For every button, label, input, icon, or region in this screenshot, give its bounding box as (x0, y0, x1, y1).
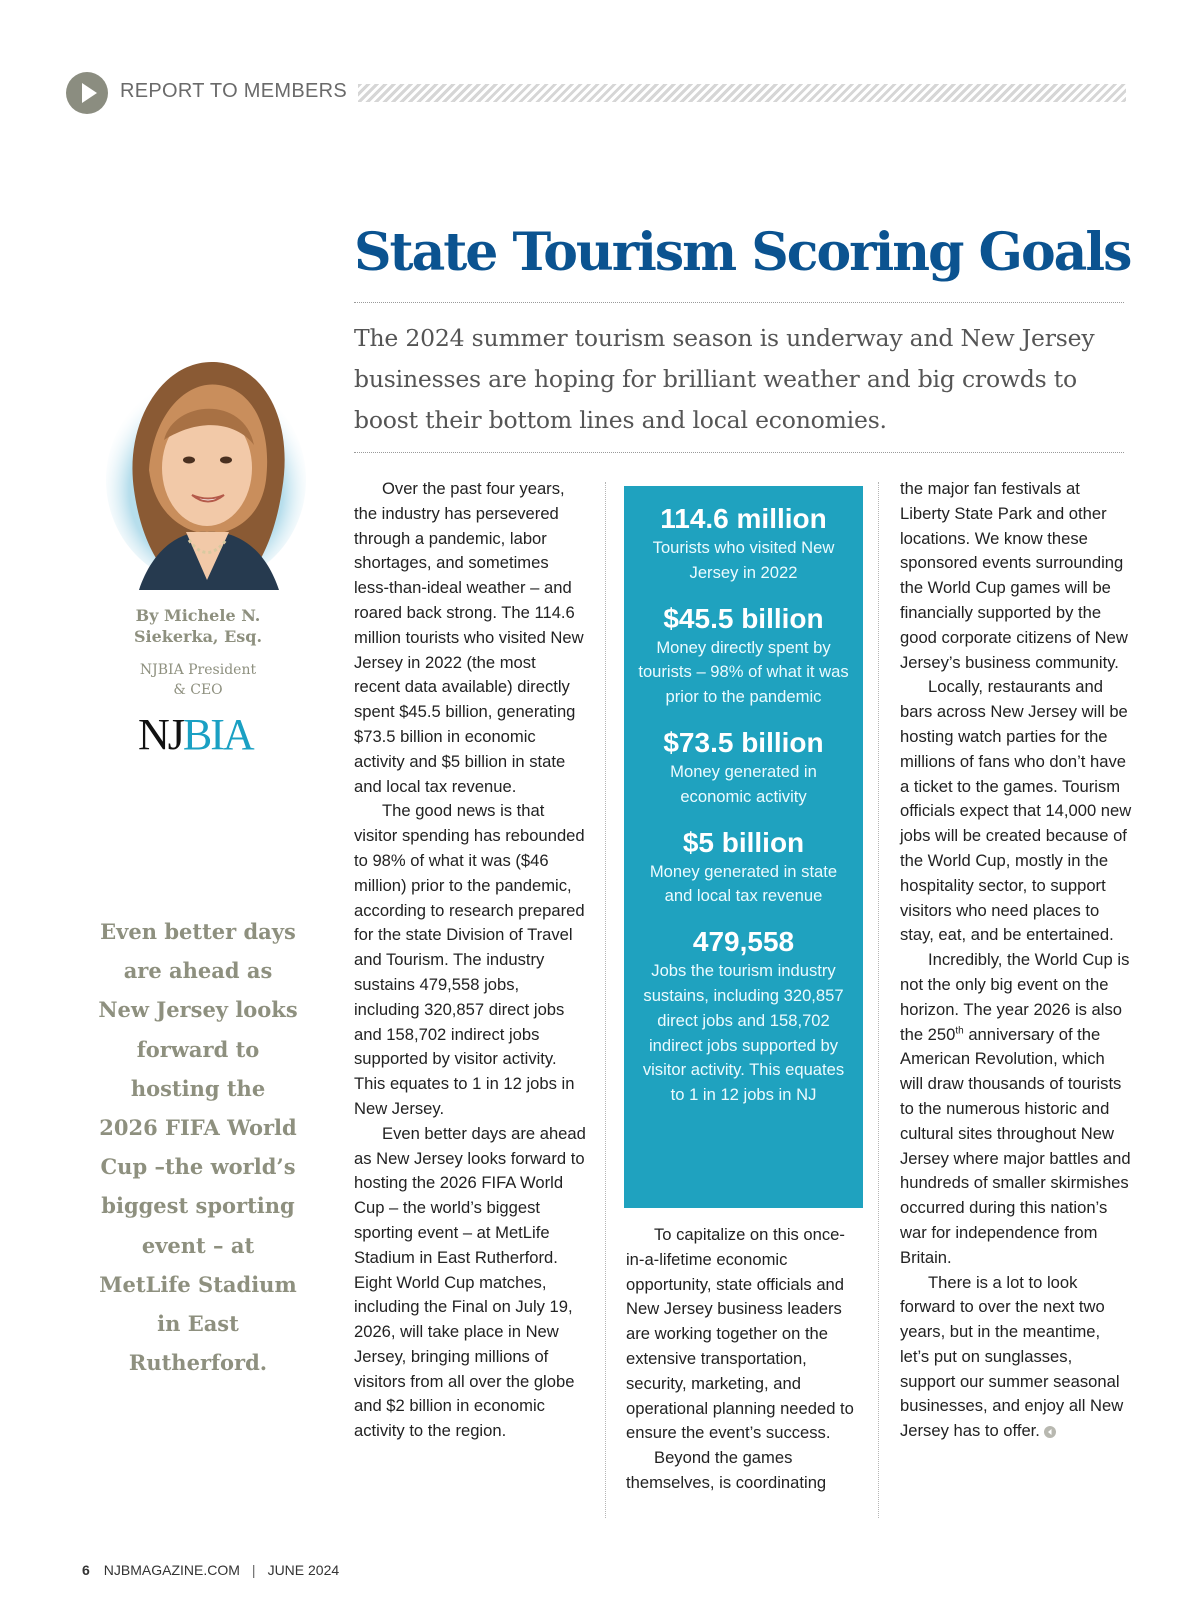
stat-description: Money directly spent by tourists – 98% of what it was prior to the pandemic (638, 637, 849, 707)
title-divider (354, 302, 1124, 303)
stat-description: Jobs the tourism industry sustains, including 320,857 direct jobs and 158,702 indirect jobs supported by visitor activity. This equates to 1 in 12 jobs in NJ (642, 961, 845, 1105)
body-paragraph (900, 1271, 1132, 1445)
article-deck: The 2024 summer tourism season is underway and New Jersey businesses are hoping for brilliant weather and big crowds to boost their bottom lines and local economies. (354, 324, 1095, 434)
stat-item (624, 925, 863, 1108)
njbia-logo (138, 710, 253, 760)
stat-value: $73.5 billion (663, 726, 824, 758)
stat-description: Tourists who visited New Jersey in 2022 (652, 538, 835, 582)
footer-issue: JUNE 2024 (267, 1562, 340, 1578)
stat-item (624, 602, 863, 710)
deck-divider (354, 452, 1124, 453)
body-paragraph: Over the past four years, the industry has persevered through a pandemic, labor shortages, and sometimes less-than-ideal weather – and roared back strong. The 114.6 million tourists who visited New Jersey in 2022 (the most recent data available) directly spent $45.5 billion, generating $73.5 billion in economic activity and $5 billion in state and local tax revenue. (354, 479, 584, 796)
text-run: anniversary of the American Revolution, which will draw thousands of tourists to the numerous historic and cultural sites throughout New Jersey where major battles and hundreds of smaller skirmishes occurred during this nation’s war for independence from Britain. (900, 1024, 1131, 1267)
page-footer (82, 1562, 339, 1578)
body-paragraph: Beyond the games themselves, is coordinating (626, 1448, 827, 1492)
column-divider (878, 482, 879, 1518)
section-label: REPORT TO MEMBERS (120, 80, 348, 102)
body-column-3 (900, 477, 1132, 1444)
logo-bia: BIA (182, 710, 253, 759)
stat-value: 114.6 million (660, 503, 827, 534)
play-arrow-icon (66, 72, 108, 114)
column-divider (605, 482, 606, 1518)
author-portrait (94, 340, 309, 590)
stats-box (624, 486, 863, 1208)
body-paragraph: Even better days are ahead as New Jersey looks forward to hosting the 2026 FIFA World Cup – the world’s biggest sporting event – at MetLife Stadium in East Rutherford. Eight World Cup matches, including the Final on July 19, 2026, will take place in New Jersey, bringing millions of visitors from all over the globe and $2 billion in economic activity to the region. (354, 1123, 586, 1441)
stat-value: $5 billion (682, 826, 805, 858)
stat-description: Money generated in state and local tax revenue (649, 861, 838, 906)
page-number: 6 (82, 1562, 90, 1578)
body-paragraph: the major fan festivals at Liberty State Park and other locations. We know these sponsored events surrounding the World Cup games will be financially supported by the good corporate citizens of New Jersey’s business community. (900, 479, 1128, 672)
superscript: th (955, 1025, 964, 1036)
body-paragraph: The good news is that visitor spending has rebounded to 98% of what it was ($46 million) prior to the pandemic, according to research prepared for the state Division of Travel and Tourism. The industry sustains 479,558 jobs, including 320,857 direct jobs and 158,702 indirect jobs supported by visitor activity. This equates to 1 in 12 jobs in New Jersey. (354, 801, 585, 1118)
text-run: There is a lot to look forward to over the next two years, but in the meantime, let’s put on sunglasses, support our summer seasonal businesses, and enjoy all New Jersey has to offer. (900, 1272, 1124, 1441)
stat-value: $45.5 billion (663, 602, 824, 634)
header-stripe-decoration (358, 84, 1126, 102)
footer-separator: | (251, 1562, 256, 1578)
body-paragraph (900, 948, 1132, 1270)
stat-item (624, 726, 863, 810)
author-byline (108, 605, 288, 647)
pull-quote: Even better days are ahead as New Jersey looks forward to hosting the 2026 FIFA World Cup –the world’s biggest sporting event – at MetLife Stadium in East Rutherford. (98, 919, 298, 1376)
author-role (108, 660, 288, 700)
byline-line: Siekerka, Esq. (133, 627, 263, 646)
role-line: & CEO (173, 682, 223, 698)
role-line: NJBIA President (139, 662, 257, 678)
article-title: State Tourism Scoring Goals (354, 222, 1131, 283)
footer-site: NJBMAGAZINE.COM (103, 1562, 240, 1578)
end-mark-icon (1044, 1426, 1056, 1438)
body-paragraph: Locally, restaurants and bars across New Jersey will be hosting watch parties for the millions of fans who don’t have a ticket to the games. Tourism officials expect that 14,000 new jobs will be created because of the World Cup, mostly in the hospitality sector, to support visitors who need places to stay, eat, and be entertained. (900, 677, 1132, 945)
byline-line: By Michele N. (135, 606, 261, 625)
text-run: Incredibly, the World Cup is not the only big event on the horizon. The year 2026 is also the 250 (900, 950, 1130, 1044)
section-header (66, 70, 1126, 114)
body-column-1 (354, 477, 586, 1444)
stat-description: Money generated in economic activity (670, 761, 817, 806)
body-column-2 (626, 1223, 858, 1496)
logo-nj: NJ (138, 710, 183, 759)
body-paragraph: To capitalize on this once-in-a-lifetime economic opportunity, state officials and New Jersey business leaders are working together on the extensive transportation, security, marketing, and operational planning needed to ensure the event’s success. (626, 1225, 854, 1443)
stat-value: 479,558 (692, 926, 795, 958)
stat-item (624, 826, 863, 910)
stat-item (624, 502, 863, 586)
